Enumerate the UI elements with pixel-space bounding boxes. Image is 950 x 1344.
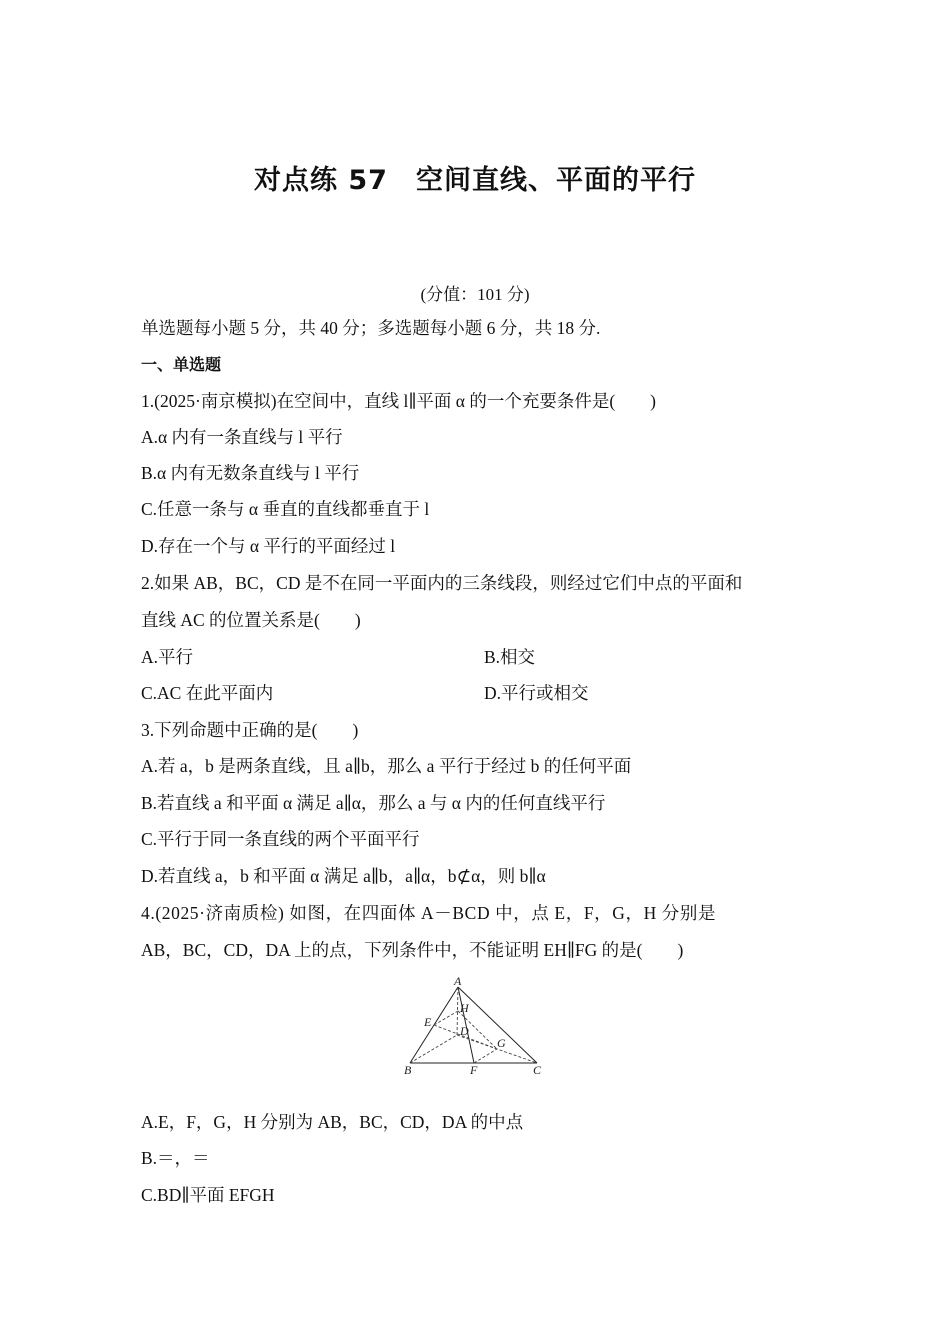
question-3-option-c: C.平行于同一条直线的两个平面平行 [141, 829, 420, 849]
label-h: H [460, 1001, 469, 1015]
question-1-option-d: D.存在一个与 α 平行的平面经过 l [141, 536, 396, 556]
edge-bd [410, 1035, 457, 1063]
question-2-stem-line2: 直线 AC 的位置关系是( ) [141, 610, 361, 630]
question-4-stem-line1: 4.(2025·济南质检) 如图，在四面体 A－BCD 中，点 E，F，G，H 分别是 [141, 903, 717, 923]
question-1-option-c: C.任意一条与 α 垂直的直线都垂直于 l [141, 499, 430, 519]
segment-eh [434, 1011, 458, 1025]
label-b: B [404, 1063, 412, 1077]
question-4-stem-line2: AB，BC，CD，DA 上的点，下列条件中，不能证明 EH∥FG 的是( ) [141, 940, 684, 960]
question-1-option-b: B.α 内有无数条直线与 l 平行 [141, 463, 360, 483]
label-d: D [460, 1024, 469, 1038]
edge-ac [458, 987, 537, 1063]
question-4-option-a: A.E，F，G，H 分别为 AB，BC，CD，DA 的中点 [141, 1112, 524, 1132]
question-3-option-b: B.若直线 a 和平面 α 满足 a∥α，那么 a 与 α 内的任何直线平行 [141, 793, 606, 813]
question-1-stem: 1.(2025·南京模拟)在空间中，直线 l∥平面 α 的一个充要条件是( ) [141, 391, 657, 411]
question-1-option-a: A.α 内有一条直线与 l 平行 [141, 427, 343, 447]
label-e: E [424, 1015, 432, 1029]
label-a: A [454, 975, 462, 988]
question-2-option-c: C.AC 在此平面内 [141, 683, 274, 703]
segment-fg [474, 1049, 497, 1063]
score-total: (分值：101 分) [420, 285, 530, 304]
question-3-option-d: D.若直线 a，b 和平面 α 满足 a∥b，a∥α，b⊄α，则 b∥α [141, 866, 546, 886]
question-4-option-c: C.BD∥平面 EFGH [141, 1185, 275, 1205]
question-3-stem: 3.下列命题中正确的是( ) [141, 720, 359, 740]
label-f: F [470, 1063, 478, 1077]
label-g: G [497, 1036, 506, 1050]
question-2-stem-line1: 2.如果 AB，BC，CD 是不在同一平面内的三条线段，则经过它们中点的平面和 [141, 573, 743, 593]
label-c: C [533, 1063, 542, 1077]
question-4-option-b: B.＝，＝ [141, 1148, 210, 1168]
scoring-instructions: 单选题每小题 5 分，共 40 分；多选题每小题 6 分，共 18 分. [141, 318, 601, 338]
question-2-option-b: B.相交 [484, 647, 536, 667]
section-heading: 一、单选题 [141, 355, 222, 374]
question-2-option-d: D.平行或相交 [484, 683, 589, 703]
question-3-option-a: A.若 a，b 是两条直线，且 a∥b，那么 a 平行于经过 b 的任何平面 [141, 756, 632, 776]
tetrahedron-figure [400, 975, 560, 1080]
page-title: 对点练 57 空间直线、平面的平行 [254, 165, 696, 196]
question-2-option-a: A.平行 [141, 647, 194, 667]
